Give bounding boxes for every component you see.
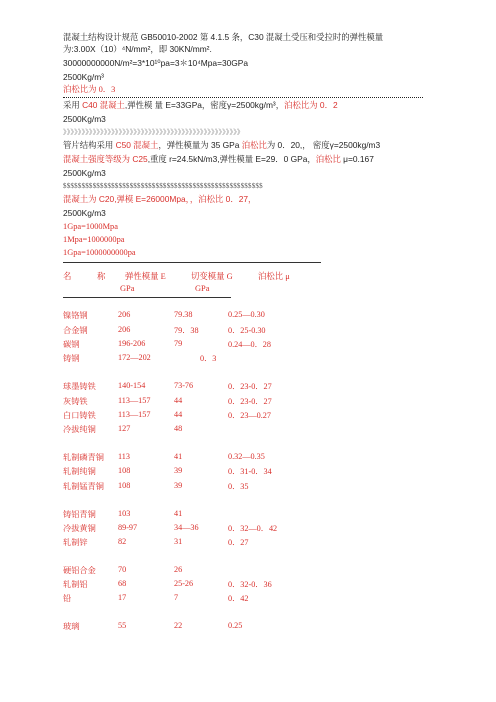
shear-modulus: 73-76 [174, 381, 194, 390]
density-line-2: 2500Kg/m3 [63, 114, 106, 124]
shear-modulus: 31 [174, 537, 183, 546]
poisson-ratio: 0.24—0．28 [228, 340, 271, 349]
c25-props: ,重度 r=24.5kN/m3,弹性模量 E=29．0 GPa， [147, 154, 316, 164]
material-name: 碳钢 [63, 340, 80, 349]
poisson-ratio: 0．35 [228, 482, 249, 491]
density-line-3: 2500Kg/m3 [63, 168, 106, 178]
shear-modulus: 44 [174, 410, 183, 419]
material-name: 冷拔黄铜 [63, 524, 96, 533]
material-name: 轧制磷青铜 [63, 453, 104, 462]
elastic-modulus: 206 [118, 325, 131, 334]
table-top-rule [63, 262, 321, 263]
elastic-modulus: 68 [118, 579, 127, 588]
table-header-rule [63, 297, 231, 298]
shear-modulus: 25-26 [174, 579, 194, 588]
density-line-4: 2500Kg/m3 [63, 208, 106, 218]
c40-props: ,弹性模 量 E=33GPa，密度γ=2500kg/m³， [124, 100, 285, 110]
c50-label: C50 混凝土 [115, 140, 159, 150]
shear-modulus: 0．3 [200, 354, 217, 363]
material-name: 轧制锰青铜 [63, 482, 104, 491]
c40-prefix: 采用 [63, 100, 83, 110]
material-name: 合金钢 [63, 326, 88, 335]
poisson-line-1: 泊松比为 0．3 [63, 85, 116, 94]
c25-prefix: 混凝土强度等级为 [63, 154, 133, 164]
dotted-separator [63, 97, 423, 98]
spec-line-2: 为:3.00X（10）⁴N/mm²，即 30KN/mm². [63, 44, 212, 54]
elastic-modulus: 113 [118, 452, 130, 461]
elastic-modulus: 140-154 [118, 381, 146, 390]
c25-line [63, 154, 374, 164]
elastic-modulus: 70 [118, 565, 127, 574]
shear-modulus: 41 [174, 509, 183, 518]
elastic-modulus: 196-206 [118, 339, 146, 348]
density-line-1: 2500Kg/m³ [63, 72, 104, 82]
shear-modulus: 26 [174, 565, 183, 574]
shear-modulus: 79．38 [174, 326, 199, 335]
c25-label: C25 [132, 154, 148, 164]
elastic-modulus: 108 [118, 481, 131, 490]
poisson-ratio: 0．25-0.30 [228, 326, 266, 335]
poisson-ratio: 0．23-0．27 [228, 397, 272, 406]
shear-modulus: 44 [174, 396, 183, 405]
shear-modulus: 79 [174, 339, 183, 348]
header-name-2: 称 [97, 272, 106, 281]
header-poisson-ratio: 泊松比 μ [258, 272, 290, 281]
shear-modulus: 41 [174, 452, 183, 461]
poisson-ratio: 0．23-0．27 [228, 382, 272, 391]
unit-shear: GPa [195, 284, 210, 293]
c40-poisson: 泊松比为 0．2 [284, 100, 338, 110]
c50-line [63, 140, 380, 150]
c20-line [63, 194, 256, 204]
poisson-ratio: 0．32-0．36 [228, 580, 272, 589]
material-name: 玻璃 [63, 622, 80, 631]
shear-modulus: 48 [174, 424, 183, 433]
spec-line-1: 混凝土结构设计规范 GB50010-2002 第 4.1.5 条，C30 混凝土受压和受拉时的弹性模量 [63, 32, 384, 42]
shear-modulus: 34—36 [174, 523, 199, 532]
c25-poisson-label: 泊松比 [315, 154, 341, 164]
decorative-dollar-line: $$$$$$$$$$$$$$$$$$$$$$$$$$$$$$$$$$$$$$$$$$$$$$$$$$$$$$ [63, 182, 263, 190]
material-name: 轧制铝 [63, 580, 88, 589]
header-name-1: 名 [63, 272, 72, 281]
material-name: 铸铝青铜 [63, 510, 96, 519]
elastic-modulus: 17 [118, 593, 127, 602]
elastic-modulus: 113—157 [118, 410, 151, 419]
poisson-ratio: 0．32—0．42 [228, 524, 278, 533]
elastic-modulus: 82 [118, 537, 127, 546]
c40-label: C40 混凝土 [82, 100, 125, 110]
c20-props: 混凝土为 C20,弹模 E=26000Mpa，， [63, 194, 199, 204]
poisson-ratio: 0.32—0.35 [228, 452, 265, 461]
elastic-modulus: 206 [118, 310, 131, 319]
elastic-modulus: 89-97 [118, 523, 138, 532]
c50-props: 为 0．20,， 密度γ=2500kg/m3 [266, 140, 381, 150]
material-name: 硬铝合金 [63, 566, 96, 575]
shear-modulus: 79.38 [174, 310, 193, 319]
material-name: 灰铸铁 [63, 397, 88, 406]
material-name: 轧制纯铜 [63, 467, 96, 476]
material-name: 球墨铸铁 [63, 382, 96, 391]
unit-elastic: GPa [120, 284, 135, 293]
poisson-ratio: 0．42 [228, 594, 249, 603]
poisson-ratio: 0.25 [228, 621, 243, 630]
unit-conversion-3: 1Gpa=1000000000pa [63, 248, 136, 257]
c25-poisson-value: μ=0.167 [340, 154, 374, 164]
material-name: 白口铸铁 [63, 411, 96, 420]
material-name: 冷拔纯铜 [63, 425, 96, 434]
poisson-ratio: 0.25—0.30 [228, 310, 265, 319]
material-name: 铸钢 [63, 354, 80, 363]
spec-line-3: 30000000000N/m²=3*10¹⁰pa=3＊10⁴Mpa=30GPa [63, 58, 249, 68]
poisson-ratio: 0．23—0.27 [228, 411, 271, 420]
material-name: 镍铬钢 [63, 311, 88, 320]
shear-modulus: 7 [174, 593, 179, 602]
c20-poisson: 泊松比 0．27， [198, 194, 257, 204]
unit-conversion-2: 1Mpa=1000000pa [63, 235, 125, 244]
unit-conversion-1: 1Gpa=1000Mpa [63, 222, 118, 231]
poisson-ratio: 0．27 [228, 538, 249, 547]
elastic-modulus: 108 [118, 466, 131, 475]
c50-poisson-label: 泊松比 [241, 140, 267, 150]
header-elastic-modulus: 弹性模量 E [125, 272, 166, 281]
elastic-modulus: 55 [118, 621, 127, 630]
decorative-bracket-line: 》》》》》》》》》》》》》》》》》》》》》》》》》》》》》》》》》》》》》》》》》》》》》》》》 [63, 128, 245, 136]
material-name: 轧制锌 [63, 538, 88, 547]
elastic-modulus: 172—202 [118, 353, 151, 362]
c40-line [63, 100, 338, 110]
elastic-modulus: 103 [118, 509, 131, 518]
elastic-modulus: 113—157 [118, 396, 151, 405]
header-shear-modulus: 切变模量 G [191, 272, 233, 281]
elastic-modulus: 127 [118, 424, 131, 433]
c50-prefix: 管片结构采用 [63, 140, 116, 150]
c50-modulus: ，弹性模量为 35 GPa [158, 140, 242, 150]
material-name: 铅 [63, 594, 72, 603]
shear-modulus: 39 [174, 481, 183, 490]
poisson-ratio: 0．31-0．34 [228, 467, 272, 476]
shear-modulus: 22 [174, 621, 183, 630]
shear-modulus: 39 [174, 466, 183, 475]
